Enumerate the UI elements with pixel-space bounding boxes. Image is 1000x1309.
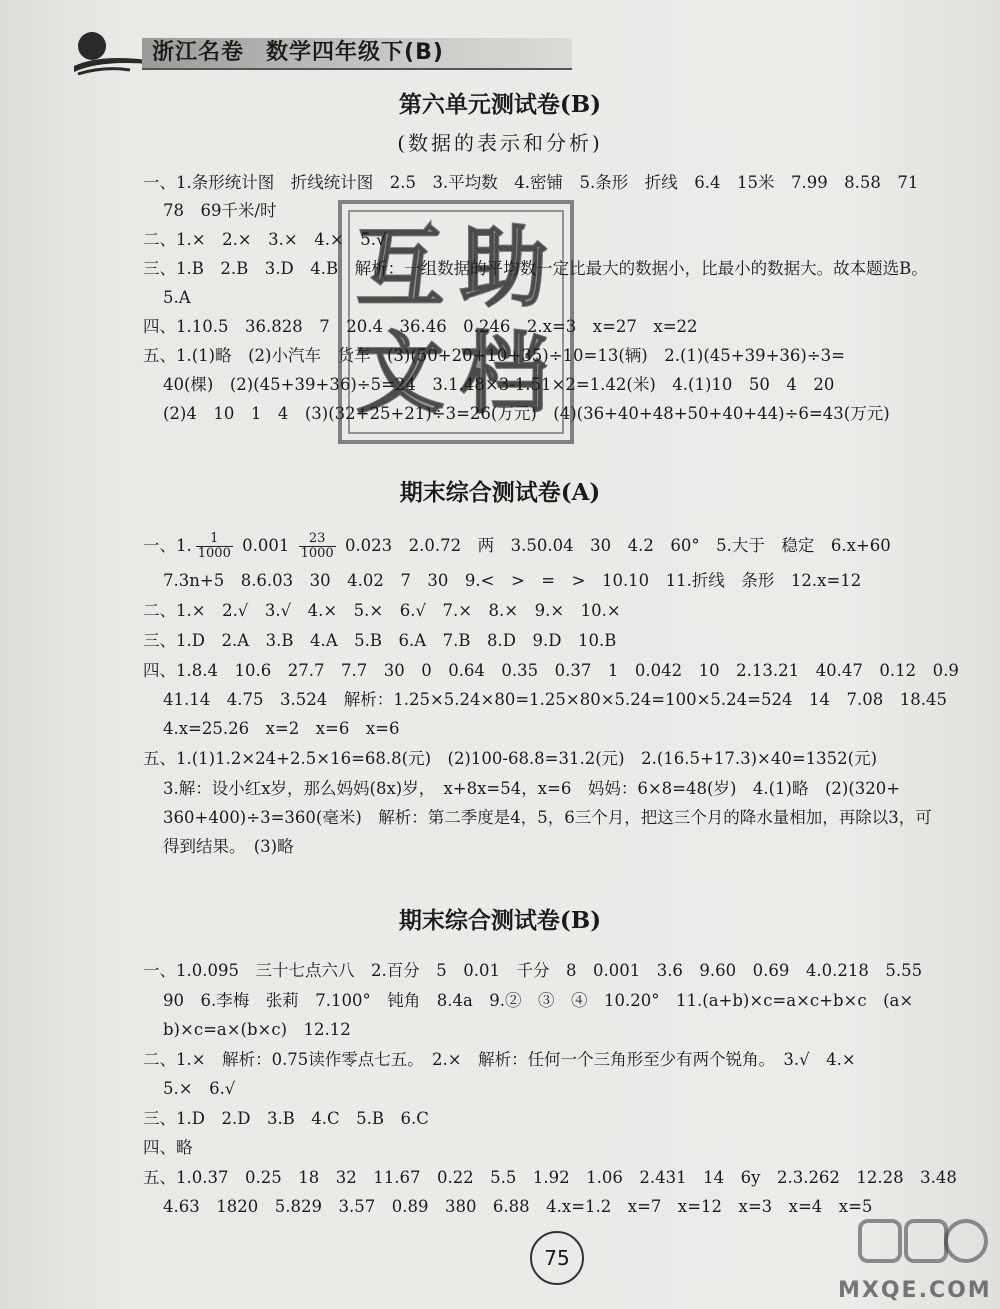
stamp-char: 文 — [356, 322, 445, 425]
stamp-watermark — [338, 200, 574, 444]
fraction — [196, 532, 233, 561]
line-prefix: 一、1. — [143, 536, 192, 555]
answer-line: 3.解：设小红x岁，那么妈妈(8x)岁， x+8x=54，x=6 妈妈：6×8=48(岁) 4.(1)略 (2)(320+ — [163, 779, 901, 798]
stamp-char: 档 — [460, 322, 549, 425]
fraction-numerator: 1 — [196, 532, 233, 547]
stamp-char: 互 — [356, 216, 445, 319]
fraction-denominator: 1000 — [197, 546, 231, 561]
answer-line: 5.A — [163, 288, 191, 307]
answer-line: 90 6.李梅 张莉 7.100° 钝角 8.4a 9.② ③ ④ 10.20° 11.(a+b)×c=a×c+b×c (a× — [163, 991, 914, 1010]
line-rest: 0.023 2.0.72 两 3.50.04 30 4.2 60° 5.大于 稳定 6.x+60 — [344, 536, 891, 555]
answer-line: 三、1.D 2.A 3.B 4.A 5.B 6.A 7.B 8.D 9.D 10.B — [143, 631, 617, 650]
answer-line: 78 69千米/时 — [163, 201, 277, 220]
answer-line: 7.3n+5 8.6.03 30 4.02 7 30 9.< > = > 10.10 11.折线 条形 12.x=12 — [163, 571, 862, 590]
answer-line: 40(棵) (2)(45+39+36)÷5=24 3.1.48×3-1.51×2=1.42(米) 4.(1)10 50 4 20 — [163, 375, 835, 394]
book-subtitle: 数学四年级下(B) — [266, 40, 444, 65]
answer-line: 四、略 — [143, 1138, 193, 1157]
answer-line: 二、1.× 解析：0.75读作零点七五。 2.× 解析：任何一个三角形至少有两个锐角。 3.√ 4.× — [143, 1050, 856, 1069]
section-subtitle: (数据的表示和分析) — [397, 131, 603, 155]
answer-line: 4.63 1820 5.829 3.57 0.89 380 6.88 4.x=1.2 x=7 x=12 x=3 x=4 x=5 — [163, 1197, 873, 1216]
publisher-logo-icon — [70, 24, 150, 82]
fraction-numerator: 23 — [299, 532, 336, 547]
section-title: 期末综合测试卷(A) — [399, 479, 601, 506]
answer-line: (2)4 10 1 4 (3)(32+25+21)÷3=26(万元) (4)(36+40+48+50+40+44)÷6=43(万元) — [163, 404, 890, 423]
answer-line: 得到结果。 (3)略 — [163, 837, 294, 856]
answer-line: 四、1.10.5 36.828 7 20.4 36.46 0.246 2.x=3 x=27 x=22 — [143, 317, 698, 336]
fraction — [299, 532, 336, 561]
answer-line: 四、1.8.4 10.6 27.7 7.7 30 0 0.64 0.35 0.37 1 0.042 10 2.13.21 40.47 0.12 0.9 — [143, 661, 959, 680]
answer-line: 5.× 6.√ — [163, 1079, 236, 1098]
answer-line: 五、1.(1)1.2×24+2.5×16=68.8(元) (2)100-68.8=31.2(元) 2.(16.5+17.3)×40=1352(元) — [143, 749, 878, 768]
answer-line: b)×c=a×(b×c) 12.12 — [163, 1020, 351, 1039]
section-title: 期末综合测试卷(B) — [398, 907, 602, 934]
answer-line: 360+400)÷3=360(毫米) 解析：第二季度是4，5，6三个月，把这三个月的降水量相加，再除以3，可 — [163, 808, 932, 827]
answer-line: 一、1.条形统计图 折线统计图 2.5 3.平均数 4.密铺 5.条形 折线 6.4 15米 7.99 8.58 71 — [143, 173, 919, 192]
answer-line: 二、1.× 2.× 3.× 4.× 5.√ — [143, 230, 387, 249]
answer-line: 三、1.B 2.B 3.D 4.B 解析：一组数据的平均数一定比最大的数据小，比最小的数据大。故本题选B。 — [143, 259, 928, 278]
page-header — [70, 22, 530, 82]
answer-line — [143, 532, 891, 561]
stamp-char: 助 — [460, 216, 549, 319]
fraction-denominator: 1000 — [300, 546, 334, 561]
line-mid: 0.001 — [242, 536, 290, 555]
book-title — [152, 39, 466, 67]
answer-line: 41.14 4.75 3.524 解析：1.25×5.24×80=1.25×80×5.24=100×5.24=524 14 7.08 18.45 — [163, 690, 947, 709]
answer-line: 二、1.× 2.√ 3.√ 4.× 5.× 6.√ 7.× 8.× 9.× 10.× — [143, 601, 621, 620]
site-watermark-text: MXQE.COM — [838, 1278, 992, 1303]
answer-line: 4.x=25.26 x=2 x=6 x=6 — [163, 719, 400, 738]
answer-line: 五、1.0.37 0.25 18 32 11.67 0.22 5.5 1.92 1.06 2.431 14 6y 2.3.262 12.28 3.48 — [143, 1168, 957, 1187]
section-title: 第六单元测试卷(B) — [398, 91, 602, 118]
answer-line: 五、1.(1)略 (2)小汽车 货车 (3)(50+20+10+35)÷10=13(辆) 2.(1)(45+39+36)÷3= — [143, 346, 845, 365]
page-number: 75 — [530, 1231, 584, 1285]
series-name: 浙江名卷 — [152, 40, 245, 65]
answer-line: 三、1.D 2.D 3.B 4.C 5.B 6.C — [143, 1109, 429, 1128]
answer-line: 一、1.0.095 三十七点六八 2.百分 5 0.01 千分 8 0.001 3.6 9.60 0.69 4.0.218 5.55 — [143, 961, 923, 980]
